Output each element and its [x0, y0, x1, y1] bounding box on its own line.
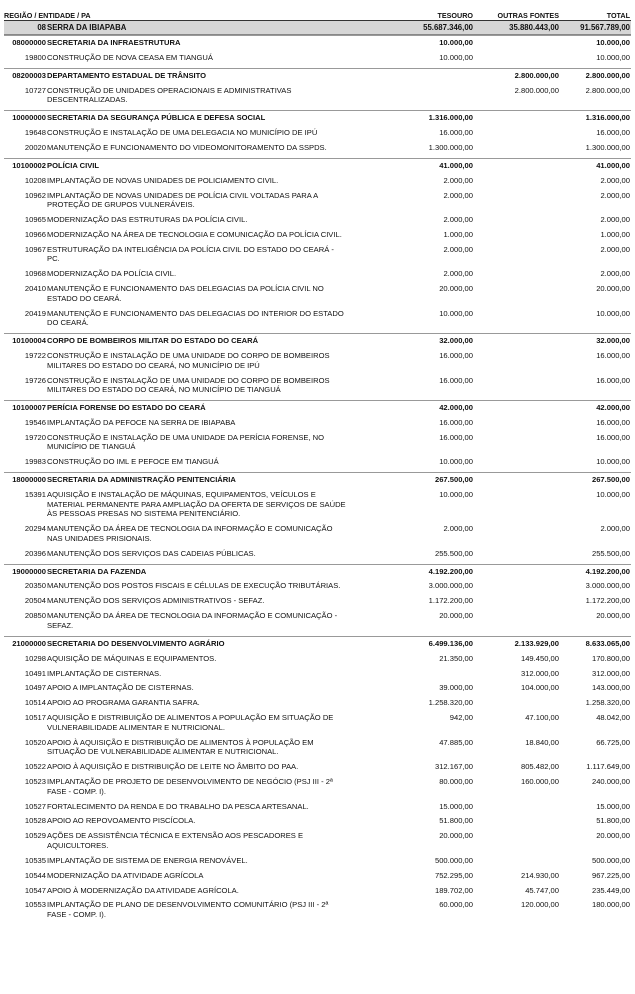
- row-total: 91.567.789,00: [580, 22, 630, 32]
- row-tesouro: 189.702,00: [434, 885, 473, 895]
- row-total: 15.000,00: [596, 801, 630, 811]
- row-code: 10968: [24, 269, 46, 279]
- row-description: MANUTENÇÃO E FUNCIONAMENTO DAS DELEGACIAS DA POLÍCIA CIVIL NO ESTADO DO CEARÁ.: [47, 284, 324, 303]
- table-row: [4, 738, 631, 757]
- row-code: 10544: [24, 870, 46, 880]
- row-total: 2.000,00: [600, 244, 630, 254]
- row-description: SECRETARIA DA INFRAESTRUTURA: [47, 38, 181, 47]
- table-row: [4, 457, 631, 467]
- row-total: 1.316.000,00: [585, 113, 630, 123]
- entity-row: [4, 68, 631, 81]
- table-row: [4, 683, 631, 693]
- row-code: 10553: [24, 900, 46, 910]
- row-code: 19000000: [12, 566, 46, 576]
- row-description: MANUTENÇÃO DOS SERVIÇOS DAS CADEIAS PÚBLICAS.: [47, 548, 256, 558]
- row-description: CORPO DE BOMBEIROS MILITAR DO ESTADO DO CEARÁ: [47, 336, 259, 346]
- row-total: 2.800.000,00: [585, 70, 630, 80]
- row-code: 10962: [24, 190, 46, 200]
- entity-row: [4, 333, 631, 346]
- table-row: [4, 611, 631, 630]
- row-outras-fontes: 47.100,00: [525, 713, 559, 723]
- row-total: 10.000,00: [596, 490, 630, 500]
- row-description: PERÍCIA FORENSE DO ESTADO DO CEARÁ: [47, 403, 206, 413]
- row-code: 10100004: [12, 336, 46, 346]
- row-description: CONSTRUÇÃO E INSTALAÇÃO DE UMA UNIDADE DO CORPO DE BOMBEIROS MILITARES DO ESTADO DO CEARÁ, NO MUNICÍPIO DE IPÚ: [47, 351, 330, 370]
- region-row: [4, 21, 631, 35]
- row-total: 1.300.000,00: [585, 142, 630, 152]
- entity-row: [4, 564, 631, 577]
- row-tesouro: 10.000,00: [439, 457, 473, 467]
- row-code: 08000000: [12, 38, 46, 47]
- row-tesouro: 6.499.136,00: [428, 638, 473, 648]
- row-outras-fontes: 45.747,00: [525, 885, 559, 895]
- row-description: IMPLANTAÇÃO DA PEFOCE NA SERRA DE IBIAPABA: [47, 417, 236, 427]
- table-row: [4, 816, 631, 826]
- row-tesouro: 2.000,00: [443, 524, 473, 534]
- row-tesouro: 20.000,00: [439, 611, 473, 621]
- row-description: CONSTRUÇÃO DO IML E PEFOCE EM TIANGUÁ: [47, 457, 219, 467]
- row-description: MANUTENÇÃO DA ÁREA DE TECNOLOGIA DA INFORMAÇÃO E COMUNICAÇÃO NAS UNIDADES PRISIONAIS.: [47, 524, 333, 543]
- row-description: AQUISIÇÃO E INSTALAÇÃO DE MÁQUINAS, EQUIPAMENTOS, VEÍCULOS E MATERIAL PERMANENTE PARA AMPLIAÇÃO DA OFERTA DE SERVIÇOS DE SAÚDE ÀS PESSOAS PRESAS NO SISTEMA PENITENCIÁRIO.: [47, 490, 346, 519]
- table-row: [4, 351, 631, 370]
- row-total: 240.000,00: [591, 777, 630, 787]
- row-outras-fontes: 805.482,00: [520, 762, 559, 772]
- row-code: 19726: [24, 375, 46, 385]
- row-description: IMPLANTAÇÃO DE NOVAS UNIDADES DE POLICIAMENTO CIVIL.: [47, 175, 279, 185]
- row-code: 20396: [24, 548, 46, 558]
- table-row: [4, 245, 631, 264]
- row-outras-fontes: 120.000,00: [520, 900, 559, 910]
- row-total: 42.000,00: [596, 403, 630, 413]
- row-tesouro: 10.000,00: [439, 52, 473, 62]
- row-description: APOIO AO REPOVOAMENTO PISCÍCOLA.: [47, 816, 196, 826]
- row-code: 10208: [24, 175, 46, 185]
- row-tesouro: 21.350,00: [439, 653, 473, 663]
- row-tesouro: 41.000,00: [439, 160, 473, 170]
- table-row: [4, 433, 631, 452]
- row-code: 15391: [24, 490, 46, 500]
- row-total: 10.000,00: [596, 308, 630, 318]
- row-total: 2.000,00: [600, 269, 630, 279]
- row-description: SECRETARIA DA SEGURANÇA PÚBLICA E DEFESA SOCIAL: [47, 113, 266, 123]
- row-tesouro: 255.500,00: [434, 548, 473, 558]
- row-description: APOIO À AQUISIÇÃO E DISTRIBUIÇÃO DE LEITE NO ÂMBITO DO PAA.: [47, 762, 299, 772]
- row-description: SECRETARIA DO DESENVOLVIMENTO AGRÁRIO: [47, 638, 225, 648]
- row-total: 170.800,00: [591, 653, 630, 663]
- row-tesouro: 312.167,00: [434, 762, 473, 772]
- table-row: [4, 654, 631, 664]
- row-code: 10523: [24, 777, 46, 787]
- table-row: [4, 376, 631, 395]
- row-description: CONSTRUÇÃO E INSTALAÇÃO DE UMA UNIDADE DO CORPO DE BOMBEIROS MILITARES DO ESTADO DO CEARÁ, NO MUNICÍPIO DE TIANGUÁ: [47, 375, 330, 395]
- row-tesouro: 16.000,00: [439, 432, 473, 442]
- row-code: 19720: [24, 432, 46, 442]
- row-code: 21000000: [12, 638, 46, 648]
- row-code: 19546: [24, 417, 46, 427]
- row-total: 16.000,00: [596, 417, 630, 427]
- row-code: 10965: [24, 215, 46, 225]
- row-description: MODERNIZAÇÃO NA ÁREA DE TECNOLOGIA E COMUNICAÇÃO DA POLÍCIA CIVIL.: [47, 229, 342, 239]
- table-row: [4, 596, 631, 606]
- row-tesouro: 1.000,00: [443, 229, 473, 239]
- row-total: 20.000,00: [596, 611, 630, 621]
- row-code: 10522: [24, 762, 46, 772]
- row-total: 16.000,00: [596, 375, 630, 385]
- row-description: MANUTENÇÃO E FUNCIONAMENTO DAS DELEGACIAS DO INTERIOR DO ESTADO DO CEARÁ.: [47, 308, 344, 328]
- row-description: SERRA DA IBIAPABA: [47, 22, 127, 32]
- row-total: 2.000,00: [600, 190, 630, 200]
- row-outras-fontes: 149.450,00: [520, 653, 559, 663]
- table-row: [4, 581, 631, 591]
- row-total: 235.449,00: [591, 885, 630, 895]
- row-description: AQUISIÇÃO E DISTRIBUIÇÃO DE ALIMENTOS A POPULAÇÃO EM SITUAÇÃO DE VULNERABILIDADE ALIMENTAR E NUTRICIONAL.: [47, 713, 334, 732]
- row-total: 10.000,00: [596, 38, 630, 47]
- row-code: 10497: [24, 683, 46, 693]
- row-total: 16.000,00: [596, 128, 630, 138]
- row-code: 20850: [24, 611, 46, 621]
- table-row: [4, 886, 631, 896]
- row-tesouro: 4.192.200,00: [428, 566, 473, 576]
- row-description: IMPLANTAÇÃO DE PLANO DE DESENVOLVIMENTO COMUNITÁRIO (PSJ III - 2ª FASE - COMP. I).: [47, 900, 329, 920]
- row-total: 143.000,00: [591, 683, 630, 693]
- row-code: 10535: [24, 855, 46, 865]
- table-row: [4, 418, 631, 428]
- row-total: 20.000,00: [596, 831, 630, 841]
- row-description: IMPLANTAÇÃO DE SISTEMA DE ENERGIA RENOVÁVEL.: [47, 855, 248, 865]
- row-code: 10517: [24, 713, 46, 723]
- table-row: [4, 230, 631, 240]
- row-code: 10727: [24, 85, 46, 95]
- row-description: SECRETARIA DA FAZENDA: [47, 566, 147, 576]
- row-description: DEPARTAMENTO ESTADUAL DE TRÂNSITO: [47, 70, 207, 80]
- row-description: ESTRUTURAÇÃO DA INTELIGÊNCIA DA POLÍCIA CIVIL DO ESTADO DO CEARÁ - PC.: [47, 244, 334, 264]
- row-tesouro: 2.000,00: [443, 175, 473, 185]
- row-code: 19983: [24, 457, 46, 467]
- row-code: 20020: [24, 142, 46, 152]
- row-tesouro: 39.000,00: [439, 683, 473, 693]
- row-tesouro: 1.316.000,00: [428, 113, 473, 123]
- row-code: 10966: [24, 229, 46, 239]
- row-outras-fontes: 35.880.443,00: [509, 22, 559, 32]
- row-description: CONSTRUÇÃO DE NOVA CEASA EM TIANGUÁ: [47, 52, 213, 62]
- header-tesouro: TESOURO: [437, 11, 473, 20]
- entity-row: [4, 35, 631, 48]
- table-row: [4, 215, 631, 225]
- row-description: MANUTENÇÃO DOS SERVIÇOS ADMINISTRATIVOS - SEFAZ.: [47, 596, 265, 606]
- row-total: 267.500,00: [591, 475, 630, 485]
- row-code: 10000000: [12, 113, 46, 123]
- row-code: 08200003: [12, 70, 46, 80]
- row-total: 500.000,00: [591, 855, 630, 865]
- row-code: 10527: [24, 801, 46, 811]
- row-description: MANUTENÇÃO DOS POSTOS FISCAIS E CÉLULAS DE EXECUÇÃO TRIBUTÁRIAS.: [47, 581, 341, 591]
- row-description: CONSTRUÇÃO DE UNIDADES OPERACIONAIS E ADMINISTRATIVAS DESCENTRALIZADAS.: [47, 85, 292, 105]
- table-row: [4, 128, 631, 138]
- table-row: [4, 802, 631, 812]
- row-description: APOIO À AQUISIÇÃO E DISTRIBUIÇÃO DE ALIMENTOS À POPULAÇÃO EM SITUAÇÃO DE VULNERABILIDADE ALIMENTAR E NUTRICIONAL.: [47, 737, 314, 757]
- table-row: [4, 269, 631, 279]
- row-outras-fontes: 160.000,00: [520, 777, 559, 787]
- row-description: FORTALECIMENTO DA RENDA E DO TRABALHO DA PESCA ARTESANAL.: [47, 801, 309, 811]
- row-code: 10100007: [12, 403, 46, 413]
- row-tesouro: 942,00: [449, 713, 473, 723]
- row-total: 41.000,00: [596, 160, 630, 170]
- row-tesouro: 2.000,00: [443, 215, 473, 225]
- row-total: 1.000,00: [600, 229, 630, 239]
- row-tesouro: 752.295,00: [434, 870, 473, 880]
- row-description: IMPLANTAÇÃO DE PROJETO DE DESENVOLVIMENTO DE NEGÓCIO (PSJ III - 2ª FASE - COMP. I).: [47, 777, 333, 796]
- row-total: 10.000,00: [596, 52, 630, 62]
- row-total: 16.000,00: [596, 351, 630, 361]
- table-header: [4, 4, 631, 21]
- row-tesouro: 80.000,00: [439, 777, 473, 787]
- row-total: 2.800.000,00: [585, 85, 630, 95]
- row-total: 3.000.000,00: [585, 581, 630, 591]
- row-code: 20294: [24, 524, 46, 534]
- table-row: [4, 698, 631, 708]
- row-description: APOIO A IMPLANTAÇÃO DE CISTERNAS.: [47, 683, 194, 693]
- table-row: [4, 713, 631, 732]
- row-tesouro: 60.000,00: [439, 900, 473, 910]
- table-row: [4, 191, 631, 210]
- header-total: TOTAL: [606, 11, 630, 20]
- table-row: [4, 284, 631, 303]
- row-code: 10100002: [12, 160, 46, 170]
- row-description: MANUTENÇÃO DA ÁREA DE TECNOLOGIA DA INFORMAÇÃO E COMUNICAÇÃO - SEFAZ.: [47, 611, 338, 630]
- row-tesouro: 2.000,00: [443, 244, 473, 254]
- row-tesouro: 1.258.320,00: [428, 698, 473, 708]
- row-tesouro: 16.000,00: [439, 375, 473, 385]
- row-description: MODERNIZAÇÃO DA POLÍCIA CIVIL.: [47, 269, 177, 279]
- row-description: CONSTRUÇÃO E INSTALAÇÃO DE UMA DELEGACIA NO MUNICÍPIO DE IPÚ: [47, 128, 318, 138]
- row-code: 08: [37, 22, 46, 32]
- row-description: MANUTENÇÃO E FUNCIONAMENTO DO VIDEOMONITORAMENTO DA SSPDS.: [47, 142, 327, 152]
- row-code: 19722: [24, 351, 46, 361]
- row-tesouro: 32.000,00: [439, 336, 473, 346]
- row-total: 967.225,00: [591, 870, 630, 880]
- entity-row: [4, 636, 631, 649]
- row-outras-fontes: 18.840,00: [525, 737, 559, 747]
- row-total: 10.000,00: [596, 457, 630, 467]
- row-code: 10529: [24, 831, 46, 841]
- table-row: [4, 669, 631, 679]
- row-tesouro: 15.000,00: [439, 801, 473, 811]
- row-description: MODERNIZAÇÃO DAS ESTRUTURAS DA POLÍCIA CIVIL.: [47, 215, 248, 225]
- row-description: POLÍCIA CIVIL: [47, 160, 100, 170]
- row-total: 66.725,00: [596, 737, 630, 747]
- row-code: 10528: [24, 816, 46, 826]
- row-total: 312.000,00: [591, 668, 630, 678]
- row-code: 19648: [24, 128, 46, 138]
- row-outras-fontes: 312.000,00: [520, 668, 559, 678]
- table-row: [4, 309, 631, 328]
- row-tesouro: 500.000,00: [434, 855, 473, 865]
- row-total: 2.000,00: [600, 524, 630, 534]
- row-tesouro: 10.000,00: [439, 38, 473, 47]
- row-code: 18000000: [12, 475, 46, 485]
- row-tesouro: 42.000,00: [439, 403, 473, 413]
- row-code: 10967: [24, 244, 46, 254]
- row-outras-fontes: 2.800.000,00: [514, 70, 559, 80]
- row-total: 1.258.320,00: [585, 698, 630, 708]
- table-row: [4, 831, 631, 850]
- row-code: 19800: [24, 52, 46, 62]
- entity-row: [4, 472, 631, 485]
- row-description: MODERNIZAÇÃO DA ATIVIDADE AGRÍCOLA: [47, 870, 204, 880]
- table-body: [4, 21, 631, 920]
- row-total: 180.000,00: [591, 900, 630, 910]
- row-description: AQUISIÇÃO DE MÁQUINAS E EQUIPAMENTOS.: [47, 653, 217, 663]
- budget-table: [4, 4, 631, 920]
- row-tesouro: 20.000,00: [439, 831, 473, 841]
- table-row: [4, 53, 631, 63]
- row-tesouro: 2.000,00: [443, 269, 473, 279]
- row-total: 255.500,00: [591, 548, 630, 558]
- row-outras-fontes: 214.930,00: [520, 870, 559, 880]
- row-tesouro: 51.800,00: [439, 816, 473, 826]
- row-outras-fontes: 104.000,00: [520, 683, 559, 693]
- row-description: IMPLANTAÇÃO DE CISTERNAS.: [47, 668, 162, 678]
- row-code: 20410: [24, 284, 46, 294]
- entity-row: [4, 110, 631, 123]
- row-code: 10491: [24, 668, 46, 678]
- table-row: [4, 524, 631, 543]
- header-region-label: REGIÃO / ENTIDADE / PA: [4, 11, 91, 20]
- table-row: [4, 856, 631, 866]
- row-total: 8.633.065,00: [585, 638, 630, 648]
- row-tesouro: 47.885,00: [439, 737, 473, 747]
- row-outras-fontes: 2.133.929,00: [514, 638, 559, 648]
- row-total: 20.000,00: [596, 284, 630, 294]
- table-row: [4, 86, 631, 105]
- entity-row: [4, 158, 631, 171]
- table-row: [4, 176, 631, 186]
- row-code: 10547: [24, 885, 46, 895]
- row-code: 20350: [24, 581, 46, 591]
- row-tesouro: 3.000.000,00: [428, 581, 473, 591]
- row-code: 10298: [24, 653, 46, 663]
- table-row: [4, 490, 631, 519]
- row-description: AÇÕES DE ASSISTÊNCIA TÉCNICA E EXTENSÃO AOS PESCADORES E AQUICULTORES.: [47, 831, 304, 850]
- row-code: 10514: [24, 698, 46, 708]
- entity-row: [4, 400, 631, 413]
- row-total: 48.042,00: [596, 713, 630, 723]
- row-code: 20504: [24, 596, 46, 606]
- row-description: CONSTRUÇÃO E INSTALAÇÃO DE UMA UNIDADE DA PERÍCIA FORENSE, NO MUNICÍPIO DE TIANGUÁ: [47, 432, 325, 452]
- row-tesouro: 10.000,00: [439, 490, 473, 500]
- row-total: 4.192.200,00: [585, 566, 630, 576]
- row-description: APOIO AO PROGRAMA GARANTIA SAFRA.: [47, 698, 200, 708]
- row-total: 16.000,00: [596, 432, 630, 442]
- row-total: 2.000,00: [600, 215, 630, 225]
- row-tesouro: 16.000,00: [439, 128, 473, 138]
- row-total: 51.800,00: [596, 816, 630, 826]
- row-tesouro: 16.000,00: [439, 351, 473, 361]
- row-tesouro: 20.000,00: [439, 284, 473, 294]
- row-description: IMPLANTAÇÃO DE NOVAS UNIDADES DE POLÍCIA CIVIL VOLTADAS PARA A PROTEÇÃO DE GRUPOS VULNERÁVEIS.: [47, 190, 318, 210]
- row-total: 2.000,00: [600, 175, 630, 185]
- row-description: SECRETARIA DA ADMINISTRAÇÃO PENITENCIÁRIA: [47, 475, 236, 485]
- row-total: 32.000,00: [596, 336, 630, 346]
- table-row: [4, 549, 631, 559]
- table-row: [4, 143, 631, 153]
- row-tesouro: 16.000,00: [439, 417, 473, 427]
- row-tesouro: 55.687.346,00: [423, 22, 473, 32]
- table-row: [4, 900, 631, 919]
- table-row: [4, 762, 631, 772]
- row-total: 1.172.200,00: [585, 596, 630, 606]
- row-tesouro: 267.500,00: [434, 475, 473, 485]
- table-row: [4, 777, 631, 796]
- row-outras-fontes: 2.800.000,00: [514, 85, 559, 95]
- row-tesouro: 1.172.200,00: [428, 596, 473, 606]
- row-code: 20419: [24, 308, 46, 318]
- row-tesouro: 10.000,00: [439, 308, 473, 318]
- row-code: 10520: [24, 737, 46, 747]
- header-outras-fontes: OUTRAS FONTES: [497, 11, 559, 20]
- row-tesouro: 2.000,00: [443, 190, 473, 200]
- row-total: 1.117.649,00: [586, 762, 630, 772]
- row-description: APOIO À MODERNIZAÇÃO DA ATIVIDADE AGRÍCOLA.: [47, 885, 239, 895]
- table-row: [4, 871, 631, 881]
- row-tesouro: 1.300.000,00: [428, 142, 473, 152]
